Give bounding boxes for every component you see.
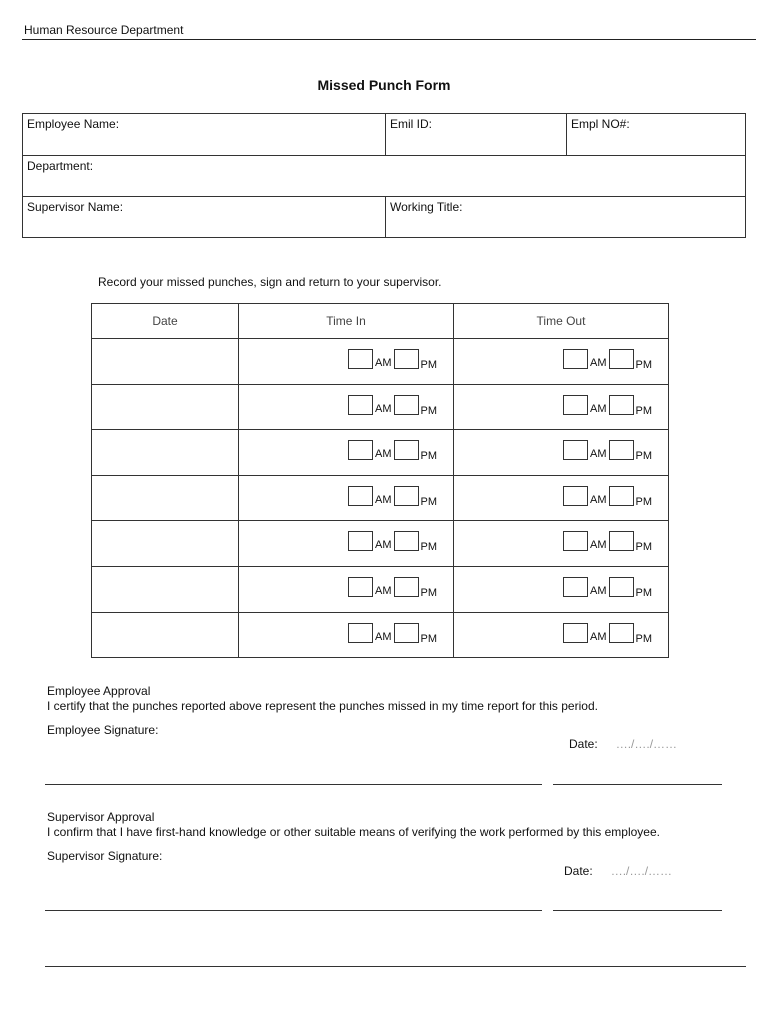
employee-date-label: Date: <box>569 737 598 751</box>
time-in-am-box[interactable] <box>348 486 373 506</box>
time-out-pm-label: PM <box>635 632 652 645</box>
time-out-am-label: AM <box>590 584 607 597</box>
instructions-text: Record your missed punches, sign and return to your supervisor. <box>98 275 442 289</box>
time-out-pm-box[interactable] <box>609 623 634 643</box>
supervisor-approval-statement: I confirm that I have first-hand knowledge or other suitable means of verifying the work performed by this employee. <box>47 825 660 839</box>
time-out-am-pm-group <box>563 486 654 506</box>
time-out-pm-label: PM <box>635 586 652 599</box>
working-title-field[interactable] <box>385 197 745 238</box>
header-time-out: Time Out <box>454 304 669 339</box>
punch-time-out-cell <box>454 521 669 567</box>
punch-table <box>91 303 669 658</box>
punch-date-cell[interactable] <box>92 339 239 385</box>
employee-approval-title: Employee Approval <box>47 684 151 698</box>
time-out-am-box[interactable] <box>563 531 588 551</box>
time-in-am-label: AM <box>375 402 392 415</box>
punch-time-out-cell <box>454 612 669 658</box>
time-out-am-box[interactable] <box>563 395 588 415</box>
punch-time-out-cell <box>454 430 669 476</box>
time-out-am-pm-group <box>563 623 654 643</box>
punch-time-out-cell <box>454 475 669 521</box>
emil-id-label: Emil ID: <box>390 117 432 131</box>
time-in-am-pm-group <box>348 349 439 369</box>
time-out-am-label: AM <box>590 448 607 461</box>
employee-approval-statement: I certify that the punches reported above represent the punches missed in my time report for this period. <box>47 699 598 713</box>
time-in-pm-box[interactable] <box>394 531 419 551</box>
time-out-am-pm-group <box>563 440 654 463</box>
emil-id-field[interactable] <box>385 114 566 155</box>
supervisor-signature-label: Supervisor Signature: <box>47 849 163 863</box>
punch-time-in-cell <box>239 430 454 476</box>
punch-date-cell[interactable] <box>92 566 239 612</box>
punch-time-in-cell <box>239 521 454 567</box>
punch-row <box>92 475 669 521</box>
header-time-in: Time In <box>239 304 454 339</box>
time-in-am-box[interactable] <box>348 349 373 369</box>
supervisor-date-line[interactable] <box>553 910 722 911</box>
working-title-label: Working Title: <box>390 200 463 214</box>
punch-row <box>92 612 669 658</box>
supervisor-signature-line[interactable] <box>45 910 542 911</box>
employee-name-field[interactable] <box>23 114 385 155</box>
time-in-am-pm-group <box>348 531 439 554</box>
time-out-am-pm-group <box>563 531 654 554</box>
time-in-pm-box[interactable] <box>394 440 419 460</box>
time-in-pm-label: PM <box>420 450 437 463</box>
time-out-pm-label: PM <box>635 541 652 554</box>
punch-time-in-cell <box>239 384 454 430</box>
time-in-am-box[interactable] <box>348 531 373 551</box>
punch-row <box>92 566 669 612</box>
info-row-department <box>23 155 745 197</box>
punch-time-in-cell <box>239 339 454 385</box>
punch-row <box>92 430 669 476</box>
time-out-pm-box[interactable] <box>609 577 634 597</box>
time-in-am-box[interactable] <box>348 440 373 460</box>
time-in-am-box[interactable] <box>348 623 373 643</box>
time-in-pm-box[interactable] <box>394 577 419 597</box>
empl-no-label: Empl NO#: <box>571 117 630 131</box>
time-in-pm-label: PM <box>420 495 437 508</box>
time-out-pm-box[interactable] <box>609 440 634 460</box>
time-out-am-label: AM <box>590 402 607 415</box>
time-out-am-label: AM <box>590 539 607 552</box>
time-in-am-pm-group <box>348 440 439 463</box>
footer-rule <box>45 966 746 967</box>
time-out-pm-box[interactable] <box>609 531 634 551</box>
punch-time-in-cell <box>239 475 454 521</box>
time-in-am-pm-group <box>348 623 439 643</box>
supervisor-date <box>564 864 672 878</box>
punch-row <box>92 339 669 385</box>
time-in-pm-label: PM <box>420 359 437 371</box>
punch-date-cell[interactable] <box>92 384 239 430</box>
time-out-am-box[interactable] <box>563 349 588 369</box>
time-out-am-label: AM <box>590 357 607 369</box>
time-out-am-pm-group <box>563 577 654 597</box>
time-in-pm-label: PM <box>420 541 437 554</box>
time-out-am-label: AM <box>590 630 607 643</box>
time-out-am-label: AM <box>590 493 607 506</box>
punch-date-cell[interactable] <box>92 521 239 567</box>
time-out-am-box[interactable] <box>563 577 588 597</box>
punch-row <box>92 384 669 430</box>
time-out-pm-label: PM <box>635 359 652 371</box>
form-title: Missed Punch Form <box>317 77 451 93</box>
department-field[interactable] <box>23 156 745 197</box>
supervisor-name-label: Supervisor Name: <box>27 200 124 214</box>
department-label: Department: <box>27 159 94 173</box>
info-row-supervisor <box>23 196 745 238</box>
time-in-am-label: AM <box>375 584 392 597</box>
punch-table-header <box>92 304 669 339</box>
time-in-am-pm-group <box>348 486 439 506</box>
time-out-pm-box[interactable] <box>609 395 634 415</box>
employee-date-line[interactable] <box>553 784 722 785</box>
supervisor-date-placeholder: …./…./…… <box>610 864 673 878</box>
header-rule <box>22 39 756 40</box>
time-in-am-pm-group <box>348 395 439 415</box>
info-row-employee <box>23 114 745 155</box>
time-in-pm-box[interactable] <box>394 349 419 369</box>
time-in-am-box[interactable] <box>348 395 373 415</box>
employee-name-label: Employee Name: <box>27 117 120 131</box>
time-in-am-label: AM <box>375 357 392 369</box>
punch-table-body <box>92 339 669 658</box>
time-in-am-label: AM <box>375 539 392 552</box>
time-out-pm-box[interactable] <box>609 349 634 369</box>
time-in-am-pm-group <box>348 577 439 597</box>
time-in-am-label: AM <box>375 448 392 461</box>
time-in-pm-label: PM <box>420 404 437 417</box>
punch-time-in-cell <box>239 566 454 612</box>
punch-date-cell[interactable] <box>92 475 239 521</box>
time-out-am-pm-group <box>563 395 654 415</box>
time-in-am-label: AM <box>375 493 392 506</box>
employee-info-grid <box>22 113 746 238</box>
punch-date-cell[interactable] <box>92 612 239 658</box>
department-header: Human Resource Department <box>24 23 184 37</box>
time-in-pm-label: PM <box>420 632 437 645</box>
punch-time-in-cell <box>239 612 454 658</box>
punch-row <box>92 521 669 567</box>
time-out-pm-label: PM <box>635 495 652 508</box>
time-out-am-box[interactable] <box>563 440 588 460</box>
punch-date-cell[interactable] <box>92 430 239 476</box>
punch-time-out-cell <box>454 566 669 612</box>
time-in-am-box[interactable] <box>348 577 373 597</box>
time-in-pm-label: PM <box>420 586 437 599</box>
time-out-pm-label: PM <box>635 450 652 463</box>
time-in-pm-box[interactable] <box>394 623 419 643</box>
employee-date <box>569 737 677 751</box>
employee-date-placeholder: …./…./…… <box>615 737 678 751</box>
supervisor-date-label: Date: <box>564 864 593 878</box>
time-out-am-box[interactable] <box>563 623 588 643</box>
time-out-pm-label: PM <box>635 404 652 417</box>
time-in-pm-box[interactable] <box>394 486 419 506</box>
punch-time-out-cell <box>454 384 669 430</box>
supervisor-name-field[interactable] <box>23 197 385 238</box>
header-date: Date <box>92 304 239 339</box>
employee-signature-label: Employee Signature: <box>47 723 159 737</box>
time-out-am-box[interactable] <box>563 486 588 506</box>
time-in-pm-box[interactable] <box>394 395 419 415</box>
time-in-am-label: AM <box>375 630 392 643</box>
supervisor-approval-title: Supervisor Approval <box>47 810 155 824</box>
employee-signature-line[interactable] <box>45 784 542 785</box>
time-out-am-pm-group <box>563 349 654 369</box>
empl-no-field[interactable] <box>566 114 745 155</box>
punch-time-out-cell <box>454 339 669 385</box>
time-out-pm-box[interactable] <box>609 486 634 506</box>
